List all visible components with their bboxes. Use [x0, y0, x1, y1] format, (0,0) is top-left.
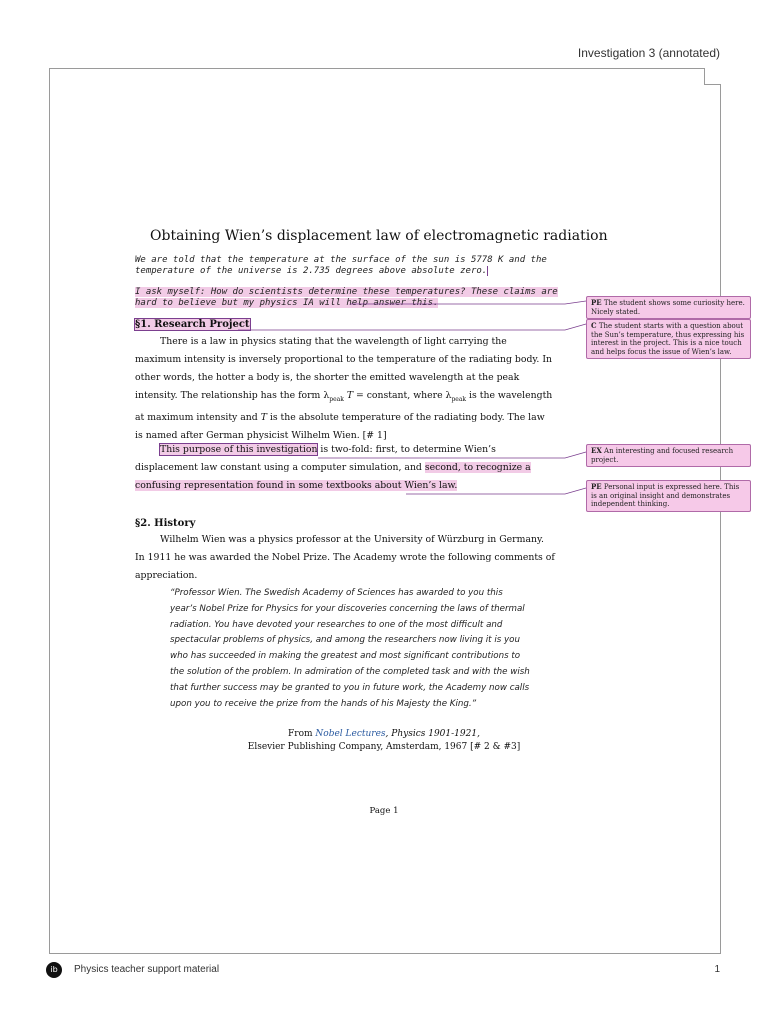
lambda-symbol-2: λ: [445, 390, 452, 401]
intro-paragraph-1: [135, 255, 565, 277]
intro-paragraph-2: [135, 287, 565, 309]
p1-text-c: is the wavelength at maximum intensity and: [135, 390, 553, 423]
comment-tag: PE: [591, 482, 602, 491]
document-header-title: Investigation 3 (annotated): [577, 46, 720, 60]
footer-page-number: 1: [714, 964, 720, 975]
annotation-comment-2[interactable]: [586, 319, 751, 359]
document-title: Obtaining Wien’s displacement law of electromagnetic radiation: [150, 228, 608, 244]
comment-text: Personal input is expressed here. This is an original insight and demonstrates independent thinking.: [591, 483, 740, 508]
footer-label: Physics teacher support material: [74, 964, 220, 975]
annotation-comment-1[interactable]: [586, 296, 751, 319]
annotation-comment-3[interactable]: [586, 444, 751, 467]
peak-subscript: peak: [329, 395, 344, 403]
section-1-heading: [135, 319, 250, 330]
nobel-quote: “Professor Wien. The Swedish Academy of Sciences has awarded to you this year’s Nobel Prize for Physics for your discoveries concerning the laws of thermal radiation. You have devoted your researches to one of the most difficult and spectacular problems of physics, and among the researchers now living it is you who has succeeded in making the greatest and most significant contributions to the solution of the problem. In admiration of the completed task and with the wish that further success may be granted to you in future work, the Academy now calls upon you to receive the prize from the hands of his Majesty the King.”: [170, 588, 530, 709]
peak-subscript-2: peak: [451, 395, 467, 403]
p1-text-a: There is a law in physics stating that the wavelength of light carrying the maximum intensity is inversely proportional to the temperature of the radiating body. In other words, the hotter a body is, the shorter the emitted wavelength at the peak intensity. The relationship has the form: [135, 336, 552, 401]
p2-text-a: is two-fold: first, to determine Wien’s displacement law constant using a computer simulation, and: [135, 444, 496, 473]
comment-text: The student shows some curiosity here. Nicely stated.: [591, 299, 745, 316]
source-rest: , Physics 1901-1921,: [385, 729, 480, 739]
comment-text: The student starts with a question about the Sun’s temperature, thus expressing his interest in the project. This is a nice touch and helps focus the issue of Wien’s law.: [591, 322, 745, 356]
nobel-lectures-link[interactable]: Nobel Lectures: [315, 729, 386, 739]
ib-logo-icon: ib: [46, 962, 62, 978]
section-1-paragraph-2: [135, 441, 555, 495]
comment-tag: C: [591, 321, 597, 330]
temperature-symbol-2: T: [260, 411, 267, 423]
comment-text: An interesting and focused research project.: [591, 447, 734, 464]
comment-tag: EX: [591, 446, 602, 455]
p1-text-b: = constant, where: [353, 390, 446, 401]
source-line-1: [0, 728, 768, 741]
source-line-2: Elsevier Publishing Company, Amsterdam, 1967 [# 2 & #3]: [247, 742, 521, 752]
comment-tag: PE: [591, 298, 602, 307]
intro-highlight-1: I ask myself: How do scientists determine these temperatures? These claims are hard to believe but my physics IA will help answer this.: [135, 287, 558, 308]
purpose-highlight: This purpose of this investigation: [160, 444, 318, 455]
p1-text-d: is the absolute temperature of the radiating body. The law is named after German physicist Wilhelm Wien. [# 1]: [135, 411, 545, 441]
second-aim-highlight: second, to recognize a confusing representation found in some textbooks about Wien’s law.: [135, 462, 531, 491]
section-2-heading: §2. History: [135, 518, 196, 529]
section-2-paragraph-1: Wilhelm Wien was a physics professor at the University of Würzburg in Germany. In 1911 he was awarded the Nobel Prize. The Academy wrote the following comments of appreciation.: [135, 534, 555, 581]
lambda-symbol: λ: [323, 390, 330, 401]
source-from: From: [288, 729, 316, 739]
page-label: Page 1: [369, 806, 399, 816]
page-fold-corner: [704, 68, 721, 85]
section-1-paragraph-1: [135, 333, 555, 445]
intro-text-1: We are told that the temperature at the surface of the sun is 5778 K and the temperature of the universe is 2.735 degrees above absolute zero.: [135, 255, 547, 276]
temperature-symbol: T: [346, 390, 354, 401]
annotation-comment-4[interactable]: [586, 480, 751, 512]
section-1-heading-text: §1. Research Project: [135, 319, 250, 330]
